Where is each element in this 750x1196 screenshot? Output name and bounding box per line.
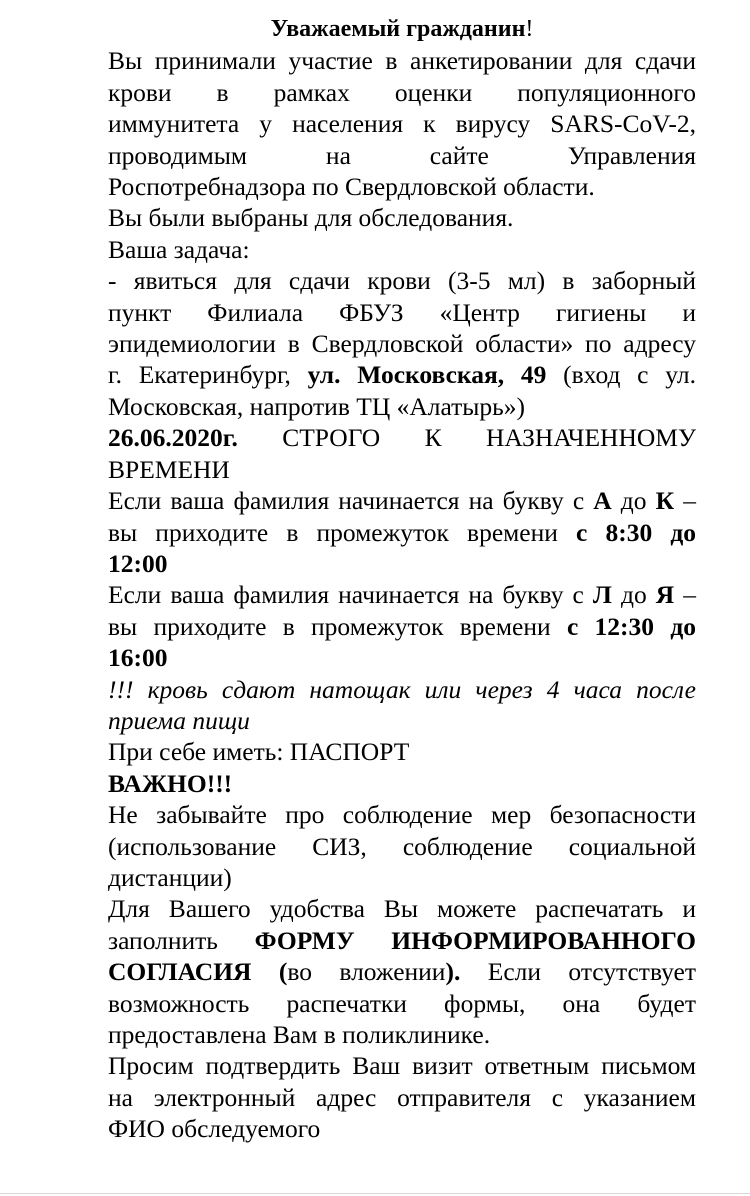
- attach-text: во вложении: [287, 957, 446, 987]
- group1-time-end: 12:00: [108, 548, 168, 578]
- attach-open: (: [251, 957, 288, 987]
- fasting-note: !!! кровь сдают натощак или через 4 часа после: [108, 674, 696, 704]
- group1-to-letter: К: [655, 486, 675, 516]
- group2-pre: Если ваша фамилия начинается на букву с: [108, 580, 593, 610]
- confirm-line: Просим подтвердить Ваш визит ответным письмом: [108, 1051, 696, 1081]
- group2-post: –: [674, 580, 696, 610]
- group2-time-line: [108, 611, 696, 642]
- address-street: ул. Московская, 49: [307, 360, 547, 390]
- address-line-2: Московская, напротив ТЦ «Алатырь»): [108, 391, 526, 421]
- strict-notice: СТРОГО К НАЗНАЧЕННОМУ: [282, 423, 696, 453]
- fasting-note-2: приема пищи: [108, 705, 250, 735]
- group1-post: –: [674, 486, 696, 516]
- form-fill: заполнить: [108, 925, 255, 955]
- confirm-line: ФИО обследуемого: [108, 1114, 321, 1144]
- form-line: предоставлена Вам в поликлинике.: [108, 1020, 491, 1049]
- confirm-line: на электронный адрес отправителя с указанием: [108, 1082, 696, 1112]
- strict-notice-2: ВРЕМЕНИ: [108, 454, 230, 484]
- group1-time: с 8:30 до: [576, 517, 697, 547]
- group1-line: [108, 485, 696, 516]
- group2-line: [108, 579, 696, 610]
- group1-mid: до: [611, 486, 656, 516]
- address-line: [108, 359, 696, 390]
- attach-close: ).: [445, 957, 461, 987]
- group2-time: с 12:30 до: [566, 611, 696, 641]
- group1-time-line: [108, 517, 696, 548]
- intro-line: Роспотребнадзора по Свердловской области.: [108, 172, 595, 202]
- intro-line: крови в рамках оценки популяционного: [108, 77, 696, 107]
- bottom-divider: [0, 1193, 750, 1194]
- form-line: [108, 925, 696, 956]
- task-line: пункт Филиала ФБУЗ «Центр гигиены и: [108, 297, 696, 327]
- group2-mid: до: [611, 580, 656, 610]
- letter-body: [108, 14, 696, 1145]
- greeting-text: Уважаемый гражданин: [270, 16, 526, 42]
- safety-line: дистанции): [108, 862, 232, 892]
- form-line: [108, 956, 696, 987]
- group2-time-end: 16:00: [108, 643, 168, 673]
- group2-time-label: вы приходите в промежуток времени: [108, 611, 567, 641]
- group1-time-label: вы приходите в промежуток времени: [108, 517, 577, 547]
- form-cont: Если отсутствует: [460, 957, 696, 987]
- date-line: [108, 422, 696, 453]
- task-line: эпидемиологии в Свердловской области» по адресу: [108, 329, 696, 359]
- visit-date: 26.06.2020г.: [108, 423, 238, 453]
- form-line: возможность распечатки формы, она будет: [108, 988, 696, 1018]
- passport-line: При себе иметь: ПАСПОРТ: [108, 737, 410, 767]
- group2-from-letter: Л: [592, 580, 612, 610]
- group1-from-letter: А: [593, 486, 612, 516]
- form-title: ФОРМУ ИНФОРМИРОВАННОГО: [254, 925, 696, 955]
- task-label: Ваша задача:: [108, 234, 250, 264]
- intro-line: Вы принимали участие в анкетировании для сдачи: [108, 46, 696, 76]
- safety-line: Не забывайте про соблюдение мер безопасности: [108, 800, 696, 830]
- intro-line: проводимым на сайте Управления: [108, 140, 696, 170]
- important-heading: ВАЖНО!!!: [108, 768, 233, 798]
- group2-to-letter: Я: [655, 580, 675, 610]
- safety-line: (использование СИЗ, соблюдение социальной: [108, 831, 696, 861]
- address-prefix: г. Екатеринбург,: [108, 360, 308, 390]
- task-line: - явиться для сдачи крови (3-5 мл) в заборный: [108, 266, 696, 296]
- address-suffix: (вход с ул.: [546, 360, 696, 390]
- intro-line: иммунитета у населения к вирусу SARS-CoV-2,: [108, 109, 696, 139]
- greeting-title: [108, 14, 696, 45]
- greeting-exclamation: !: [525, 16, 534, 42]
- group1-pre: Если ваша фамилия начинается на букву с: [108, 486, 594, 516]
- selected-line: Вы были выбраны для обследования.: [108, 203, 514, 233]
- form-line: Для Вашего удобства Вы можете распечатать и: [108, 894, 696, 924]
- form-consent: СОГЛАСИЯ: [108, 957, 252, 987]
